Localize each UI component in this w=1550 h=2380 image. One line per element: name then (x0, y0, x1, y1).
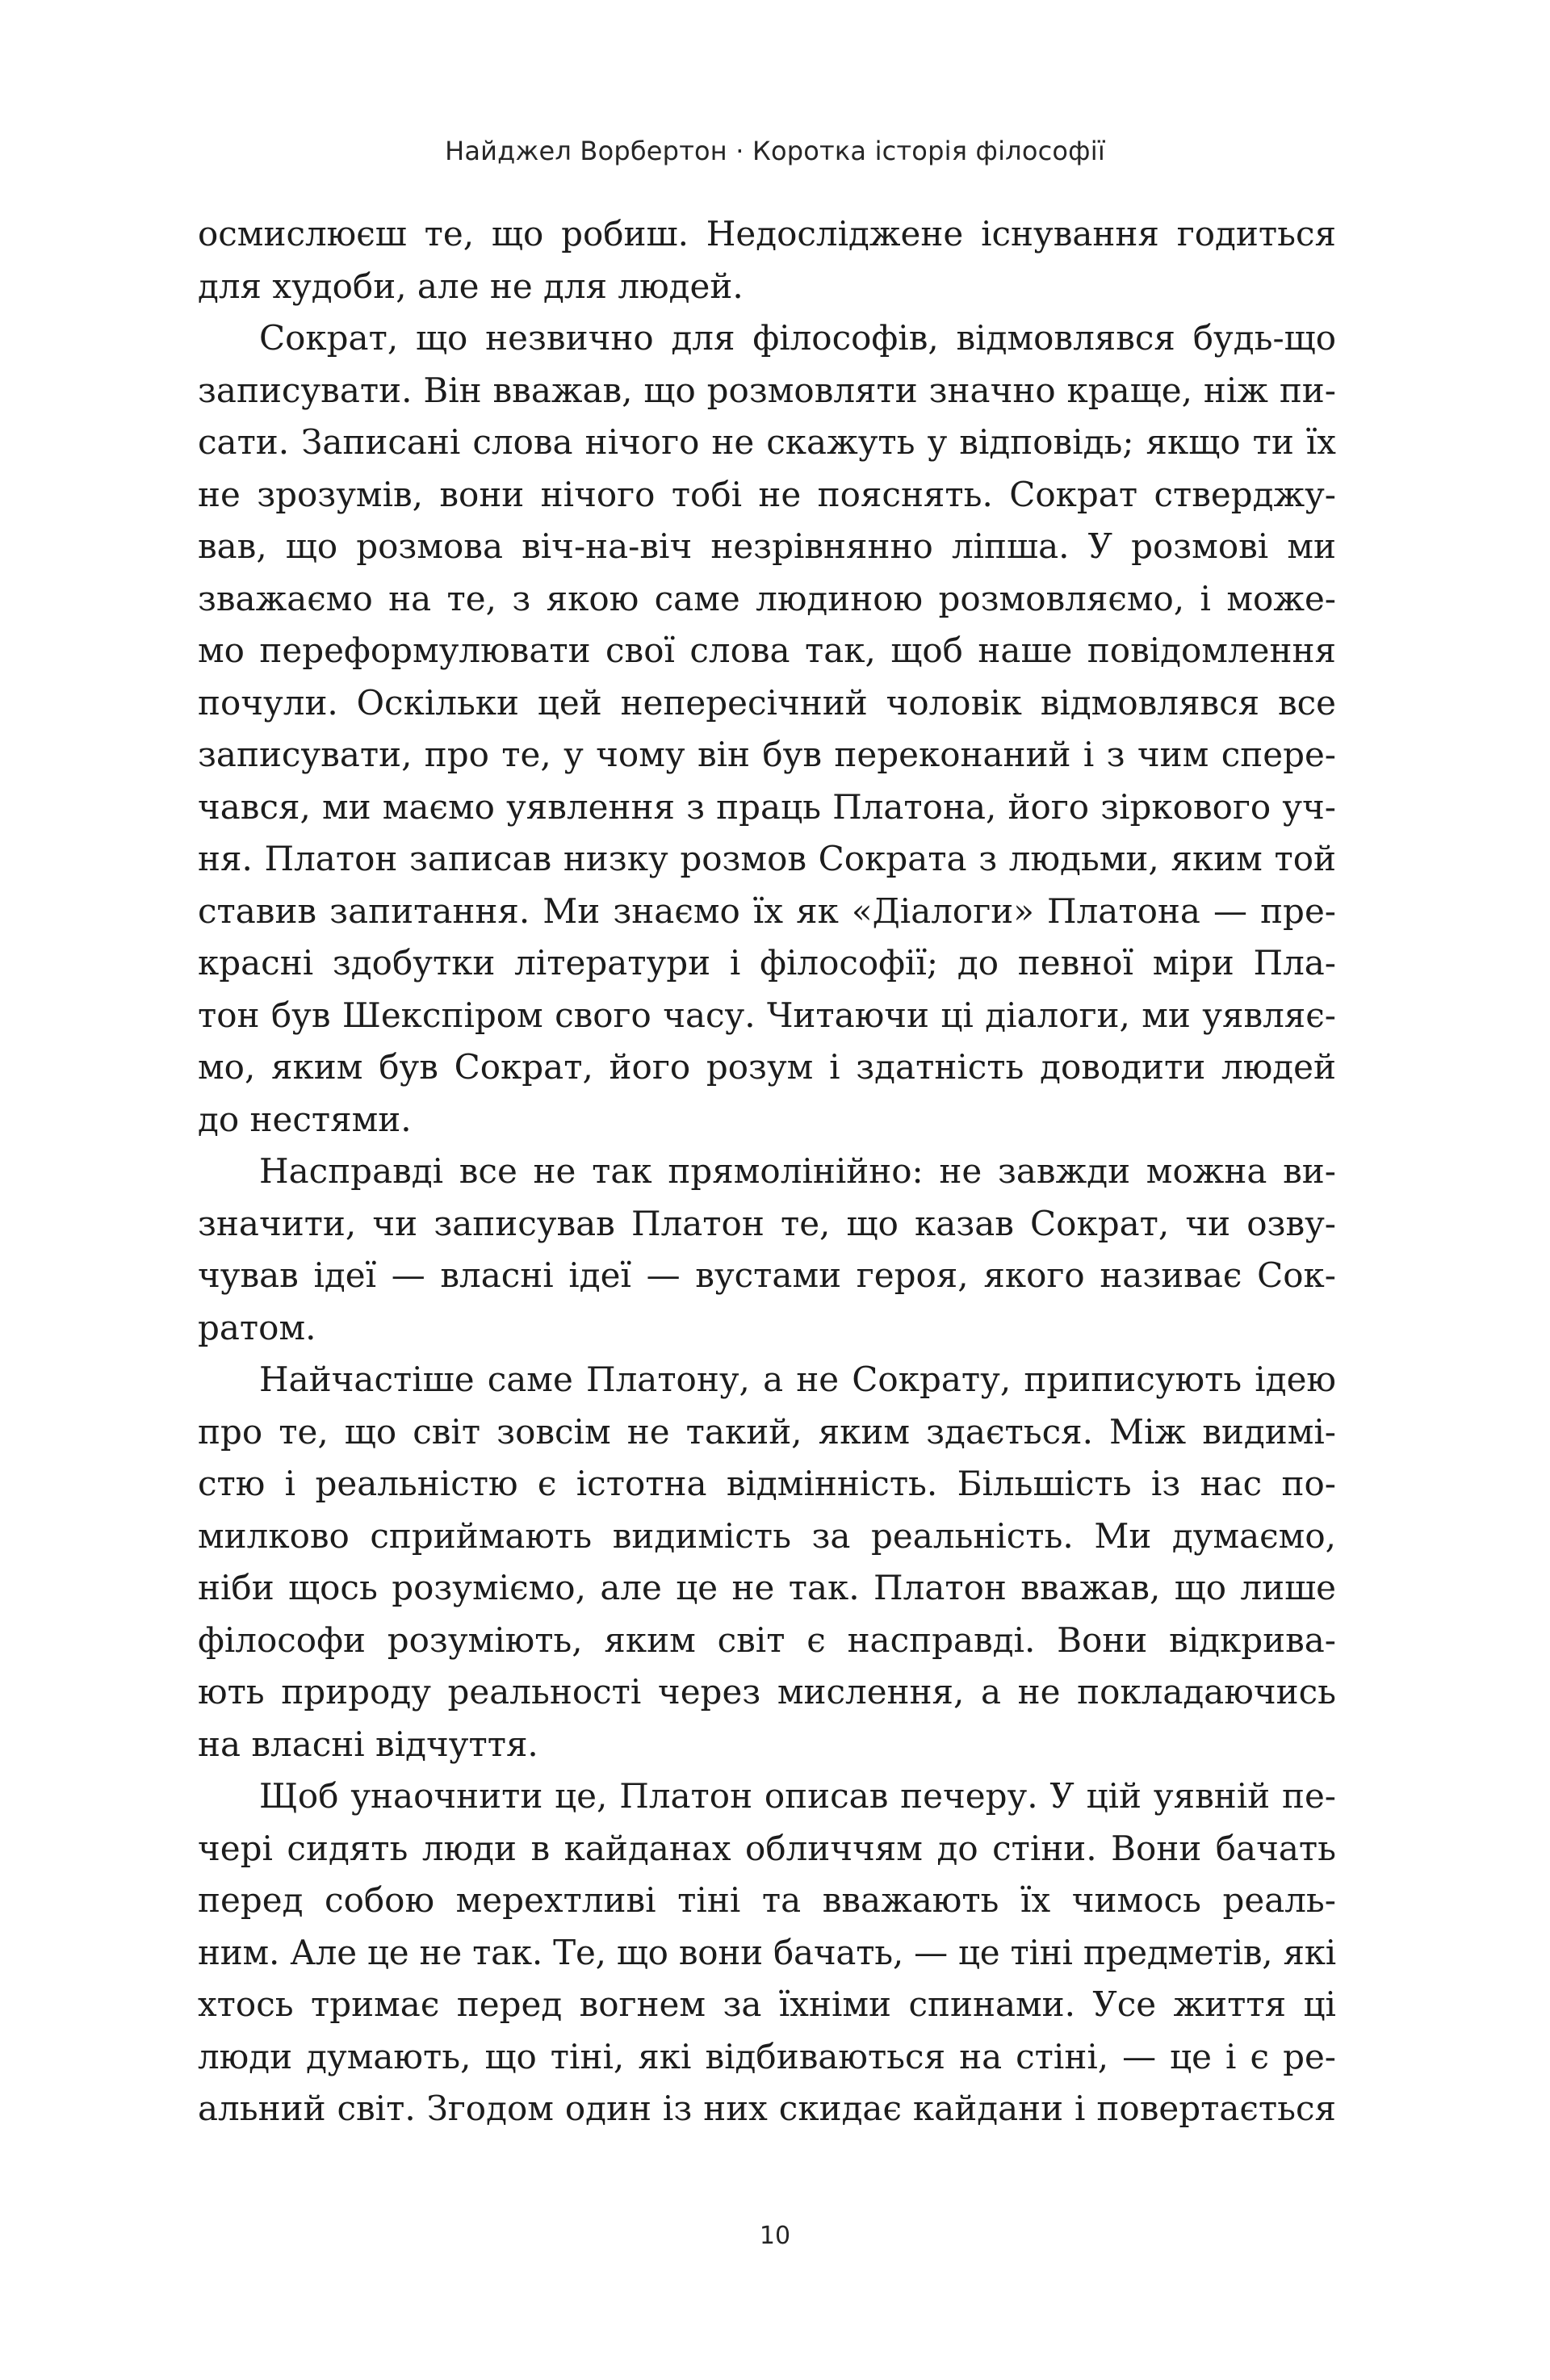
text-line: милково сприймають видимість за реальність. Ми думаємо, (198, 1515, 1336, 1556)
text-line: зважаємо на те, з якою саме людиною розмовляємо, і може- (198, 578, 1336, 618)
text-line: почули. Оскільки цей непересічний чоловік відмовлявся все (198, 682, 1336, 723)
text-line: ніби щось розуміємо, але це не так. Платон вважав, що лише (198, 1568, 1336, 1607)
text-line: осмислюєш те, що робиш. Недосліджене існування годиться (198, 214, 1336, 254)
text-line: люди думають, що тіні, які відбиваються на стіні, — це і є ре- (198, 2036, 1336, 2076)
text-line: чував ідеї — власні ідеї — вустами героя, якого називає Сок- (198, 1255, 1336, 1295)
text-line: ратом. (198, 1307, 316, 1347)
text-line: сати. Записані слова нічого не скажуть у відповідь; якщо ти їх (198, 422, 1336, 462)
text-line: ють природу реальності через мислення, а не покладаючись (198, 1672, 1336, 1712)
text-line: альний світ. Згодом один із них скидає кайдани і повертається (198, 2089, 1336, 2128)
text-line: красні здобутки літератури і філософії; до певної міри Пла- (198, 943, 1336, 983)
text-line: Насправді все не так прямолінійно: не завжди можна ви- (259, 1151, 1336, 1191)
text-line: хтось тримає перед вогнем за їхніми спинами. Усе життя ці (198, 1984, 1336, 2024)
text-line: ня. Платон записав низку розмов Сократа з людьми, яким той (198, 839, 1336, 878)
text-line: на власні відчуття. (198, 1724, 538, 1764)
text-line: ним. Але це не так. Те, що вони бачать, — це тіні предметів, які (198, 1932, 1336, 1972)
text-line: вав, що розмова віч-на-віч незрівнянно ліпша. У розмові ми (198, 526, 1336, 566)
running-header: Найджел Ворбертон · Коротка історія філософії (445, 136, 1105, 166)
text-line: тон був Шекспіром свого часу. Читаючи ці діалоги, ми уявляє- (198, 995, 1336, 1035)
page-number: 10 (759, 2222, 791, 2250)
text-line: значити, чи записував Платон те, що казав Сократ, чи озву- (198, 1203, 1336, 1243)
text-line: стю і реальністю є істотна відмінність. Більшість із нас по- (198, 1464, 1336, 1503)
text-line: перед собою мерехтливі тіні та вважають їх чимось реаль- (198, 1880, 1336, 1920)
text-line: мо переформулювати свої слова так, щоб наше повідомлення (198, 631, 1336, 670)
text-line: Сократ, що незвично для філософів, відмовлявся будь-що (259, 318, 1336, 358)
text-line: про те, що світ зовсім не такий, яким здається. Між видимі- (198, 1411, 1336, 1452)
text-line: записувати. Він вважав, що розмовляти значно краще, ніж пи- (198, 370, 1336, 410)
text-line: філософи розуміють, яким світ є насправді. Вони відкрива- (198, 1619, 1336, 1660)
text-line: мо, яким був Сократ, його розум і здатність доводити людей (198, 1047, 1336, 1087)
text-line: не зрозумів, вони нічого тобі не пояснять. Сократ стверджу- (198, 474, 1336, 514)
text-line: ставив запитання. Ми знаємо їх як «Діалоги» Платона — пре- (198, 890, 1336, 931)
text-line: для худоби, але не для людей. (198, 266, 744, 306)
text-line: Щоб унаочнити це, Платон описав печеру. У цій уявній пе- (259, 1776, 1336, 1816)
text-line: Найчастіше саме Платону, а не Сократу, приписують ідею (259, 1360, 1336, 1399)
text-line: чався, ми маємо уявлення з праць Платона, його зіркового уч- (198, 786, 1336, 827)
text-line: до нестями. (198, 1099, 412, 1139)
text-line: записувати, про те, у чому він був переконаний і з чим спере- (198, 735, 1336, 774)
body-text (198, 208, 1336, 2135)
text-line: чері сидять люди в кайданах обличчям до стіни. Вони бачать (198, 1828, 1336, 1868)
